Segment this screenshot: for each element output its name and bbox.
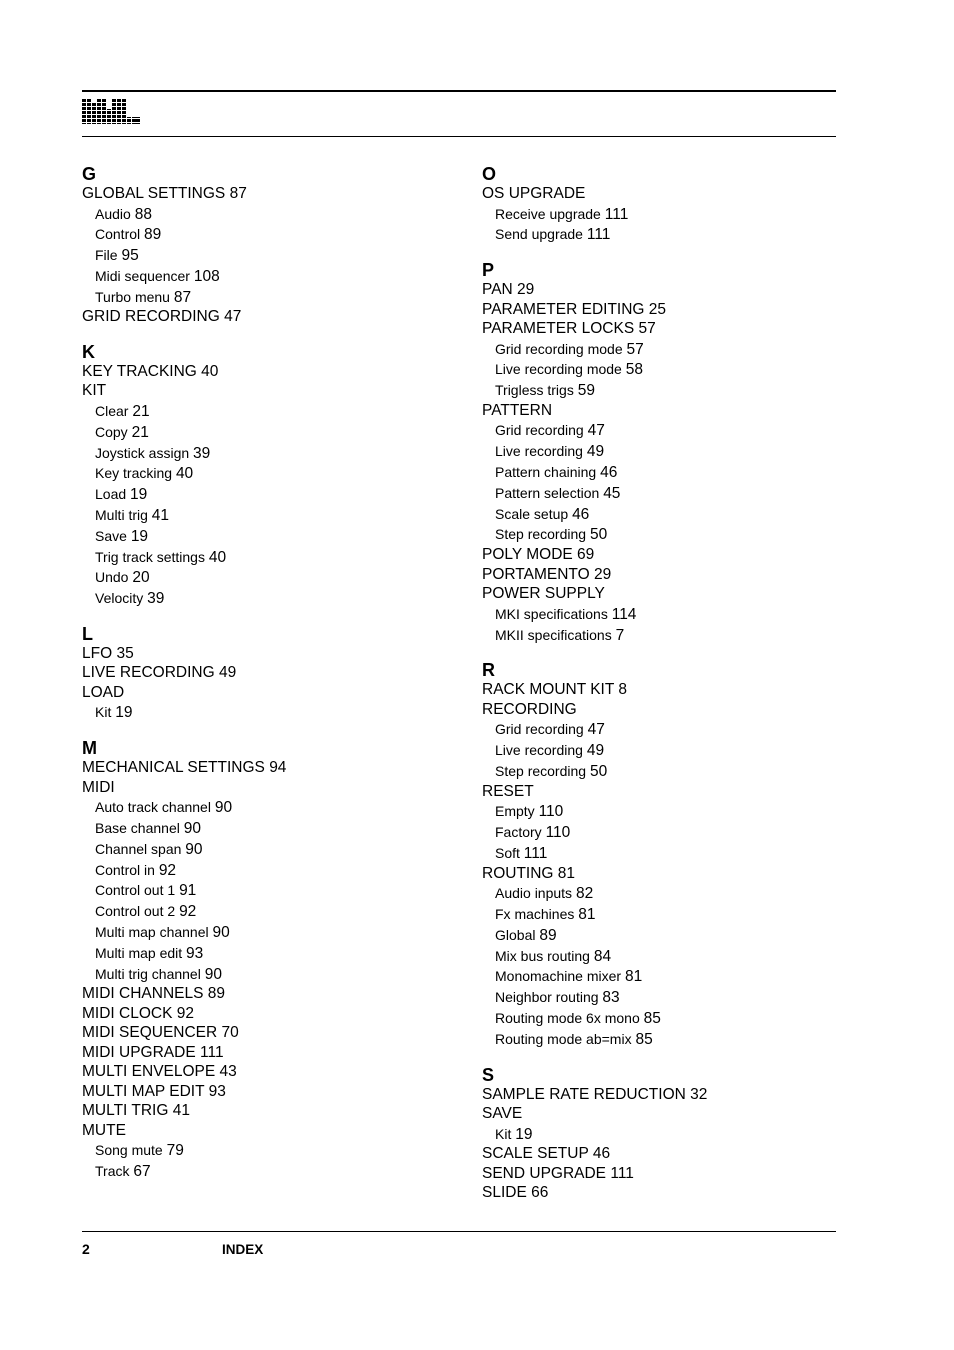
entry-term: RESET (482, 782, 534, 800)
section-letter: K (82, 341, 95, 362)
index-subentry (82, 505, 462, 526)
entry-term: SAVE (482, 1105, 523, 1123)
entry-term: Control (95, 226, 141, 243)
index-column-right (482, 164, 862, 1218)
entry-term: Routing mode ab=mix (495, 1030, 632, 1047)
entry-page-number: 49 (218, 664, 237, 682)
index-subentry (482, 604, 862, 625)
index-subentry (482, 966, 862, 987)
index-entry (82, 307, 462, 327)
entry-term: KEY TRACKING (82, 362, 197, 380)
entry-page-number: 19 (515, 1125, 533, 1143)
entry-term: GRID RECORDING (82, 308, 220, 326)
entry-term: Empty (495, 803, 535, 820)
entry-page-number: 32 (690, 1085, 708, 1103)
entry-page-number: 7 (615, 626, 625, 644)
index-subentry (82, 567, 462, 588)
section-letter: L (82, 623, 93, 644)
entry-term: Turbo menu (95, 288, 170, 305)
index-subentry (482, 987, 862, 1008)
entry-term: Receive upgrade (495, 205, 601, 222)
entry-page-number: 81 (557, 864, 576, 882)
index-subentry (482, 462, 862, 483)
index-entry (482, 401, 862, 421)
entry-term: Step recording (495, 526, 587, 543)
index-entry (82, 663, 462, 683)
entry-term: RACK MOUNT KIT (482, 681, 615, 699)
entry-page-number: 25 (648, 300, 667, 318)
entry-page-number: 89 (144, 226, 162, 244)
entry-term: Live recording mode (495, 361, 622, 378)
entry-term: MULTI ENVELOPE (82, 1063, 216, 1081)
entry-page-number: 85 (643, 1009, 661, 1027)
entry-page-number: 19 (130, 527, 149, 545)
index-subentry (82, 1140, 462, 1161)
entry-page-number: 95 (121, 247, 139, 265)
header-rule-top (82, 90, 836, 92)
entry-term: Copy (95, 423, 128, 440)
entry-term: PORTAMENTO (482, 565, 590, 583)
index-subentry (82, 860, 462, 881)
index-entry (482, 1144, 862, 1164)
index-subentry (482, 204, 862, 225)
entry-term: MKII specifications (495, 626, 612, 643)
entry-term: LIVE RECORDING (82, 664, 215, 682)
section-letter: R (482, 660, 495, 681)
index-entry (482, 1085, 862, 1105)
footer-section-title: INDEX (222, 1242, 264, 1257)
index-subentry (82, 943, 462, 964)
index-subentry (82, 401, 462, 422)
index-subentry (482, 822, 862, 843)
entry-page-number: 114 (611, 605, 637, 623)
index-subentry (482, 625, 862, 646)
entry-term: Multi trig channel (95, 965, 201, 982)
index-subentry (82, 422, 462, 443)
entry-page-number: 83 (602, 989, 620, 1007)
entry-page-number: 69 (577, 546, 595, 564)
entry-page-number: 8 (618, 681, 627, 699)
entry-page-number: 93 (208, 1082, 226, 1100)
index-subentry (482, 946, 862, 967)
section-letter: P (482, 260, 495, 281)
entry-page-number: 50 (589, 762, 608, 780)
entry-term: KIT (82, 382, 107, 400)
index-subentry (82, 797, 462, 818)
index-entry (82, 184, 462, 204)
entry-term: PARAMETER LOCKS (482, 320, 635, 338)
entry-term: MIDI CHANNELS (82, 985, 204, 1003)
entry-term: Pattern chaining (495, 464, 597, 481)
index-subentry (482, 843, 862, 864)
entry-term: POWER SUPPLY (482, 585, 605, 603)
entry-term: Control in (95, 861, 155, 878)
entry-page-number: 111 (610, 1164, 634, 1182)
entry-term: Grid recording (495, 422, 584, 439)
entry-page-number: 92 (176, 1004, 194, 1022)
entry-page-number: 92 (158, 861, 177, 879)
index-subentry (482, 719, 862, 740)
index-subentry (82, 287, 462, 308)
entry-page-number: 39 (193, 444, 211, 462)
entry-term: SEND UPGRADE (482, 1164, 607, 1182)
entry-page-number: 57 (626, 340, 644, 358)
entry-page-number: 41 (172, 1102, 190, 1120)
entry-term: Mix bus routing (495, 947, 590, 964)
entry-page-number: 47 (587, 422, 605, 440)
entry-page-number: 94 (269, 759, 287, 777)
entry-term: PATTERN (482, 401, 553, 419)
entry-term: SLIDE (482, 1184, 527, 1202)
index-subentry (482, 483, 862, 504)
entry-page-number: 40 (201, 362, 219, 380)
entry-term: PARAMETER EDITING (482, 300, 645, 318)
index-section-o (482, 164, 862, 245)
index-subentry (482, 801, 862, 822)
index-subentry (82, 922, 462, 943)
entry-page-number: 87 (229, 185, 247, 202)
entry-term: Undo (95, 569, 129, 586)
index-subentry (82, 547, 462, 568)
entry-page-number: 47 (587, 721, 605, 739)
entry-term: SCALE SETUP (482, 1145, 589, 1163)
section-letter: S (482, 1064, 495, 1085)
entry-term: Clear (95, 402, 129, 419)
index-subentry (82, 839, 462, 860)
index-subentry (82, 245, 462, 266)
index-subentry (82, 526, 462, 547)
entry-term: Track (95, 1163, 130, 1180)
index-entry (82, 362, 462, 382)
entry-term: MECHANICAL SETTINGS (82, 759, 265, 777)
section-letter: O (482, 164, 497, 184)
index-entry (82, 1043, 462, 1063)
entry-page-number: 21 (131, 423, 149, 441)
entry-term: Live recording (495, 443, 583, 460)
page-number: 2 (82, 1241, 90, 1257)
entry-term: Control out 2 (95, 903, 176, 920)
entry-term: MIDI CLOCK (82, 1004, 173, 1022)
entry-term: Kit (95, 704, 112, 721)
entry-page-number: 45 (603, 484, 621, 502)
entry-term: GLOBAL SETTINGS (82, 185, 226, 202)
index-entry (482, 864, 862, 884)
index-subentry (482, 224, 862, 245)
index-subentry (482, 904, 862, 925)
entry-term: Control out 1 (95, 882, 176, 899)
entry-term: Soft (495, 844, 520, 861)
index-subentry (482, 883, 862, 904)
entry-page-number: 111 (200, 1043, 224, 1061)
index-section-m (82, 738, 462, 1182)
entry-term: Save (95, 527, 127, 544)
index-entry (482, 584, 862, 604)
entry-page-number: 92 (179, 903, 197, 921)
entry-page-number: 84 (593, 947, 612, 965)
index-column-left (82, 164, 462, 1197)
index-entry (482, 680, 862, 700)
index-subentry (82, 588, 462, 609)
entry-page-number: 79 (166, 1142, 184, 1160)
index-section-g (82, 164, 462, 327)
header-rule-bottom (82, 136, 836, 137)
entry-page-number: 70 (221, 1024, 239, 1042)
entry-page-number: 47 (224, 308, 242, 326)
entry-term: LFO (82, 644, 113, 662)
index-subentry (482, 441, 862, 462)
entry-page-number: 81 (578, 905, 596, 923)
entry-page-number: 90 (204, 965, 222, 983)
entry-term: MIDI UPGRADE (82, 1043, 196, 1061)
index-entry (82, 683, 462, 703)
index-entry (482, 1104, 862, 1124)
entry-term: Step recording (495, 762, 587, 779)
entry-term: MKI specifications (495, 605, 608, 622)
entry-term: Base channel (95, 820, 180, 837)
index-subentry (482, 1029, 862, 1050)
entry-page-number: 57 (638, 320, 656, 338)
entry-page-number: 59 (577, 382, 595, 400)
index-entry (482, 565, 862, 585)
index-entry (82, 1082, 462, 1102)
entry-term: Song mute (95, 1142, 163, 1159)
index-subentry (82, 443, 462, 464)
index-subentry (482, 380, 862, 401)
entry-term: Multi map channel (95, 924, 209, 941)
index-entry (82, 1121, 462, 1141)
index-subentry (82, 204, 462, 225)
index-subentry (82, 266, 462, 287)
index-section-l (82, 624, 462, 723)
index-subentry (482, 339, 862, 360)
index-subentry (82, 224, 462, 245)
index-entry (482, 1164, 862, 1184)
entry-page-number: 108 (193, 267, 220, 285)
footer-rule (82, 1231, 836, 1232)
entry-page-number: 29 (517, 281, 535, 299)
entry-term: Monomachine mixer (495, 968, 622, 985)
entry-page-number: 88 (134, 205, 152, 223)
entry-term: SAMPLE RATE REDUCTION (482, 1085, 686, 1103)
entry-term: PAN (482, 281, 513, 299)
index-entry (482, 700, 862, 720)
entry-page-number: 111 (604, 205, 629, 223)
section-letter: G (82, 164, 97, 184)
index-entry (82, 1101, 462, 1121)
entry-page-number: 39 (147, 590, 165, 608)
elektron-logo-icon (82, 97, 140, 126)
entry-page-number: 91 (179, 882, 197, 900)
entry-term: MIDI (82, 778, 115, 796)
entry-page-number: 46 (572, 505, 590, 523)
entry-term: Multi trig (95, 506, 148, 523)
index-entry (482, 300, 862, 320)
entry-term: Auto track channel (95, 799, 211, 816)
index-subentry (82, 818, 462, 839)
entry-term: POLY MODE (482, 546, 573, 564)
index-entry (82, 1062, 462, 1082)
entry-page-number: 41 (151, 506, 170, 524)
entry-page-number: 90 (212, 924, 230, 942)
entry-term: Grid recording (495, 721, 584, 738)
index-entry (82, 644, 462, 664)
entry-page-number: 20 (132, 569, 150, 587)
index-entry (82, 984, 462, 1004)
entry-term: File (95, 247, 118, 264)
index-entry (82, 778, 462, 798)
entry-page-number: 40 (208, 548, 227, 566)
index-subentry (82, 880, 462, 901)
entry-page-number: 58 (625, 361, 643, 379)
entry-term: OS UPGRADE (482, 185, 586, 202)
entry-page-number: 40 (175, 465, 194, 483)
entry-term: Key tracking (95, 465, 173, 482)
entry-page-number: 90 (214, 799, 233, 817)
index-entry (482, 319, 862, 339)
entry-page-number: 90 (185, 840, 203, 858)
index-entry (82, 381, 462, 401)
entry-term: Trigless trigs (495, 382, 574, 399)
entry-term: Kit (495, 1125, 512, 1142)
index-entry (82, 758, 462, 778)
index-entry (482, 782, 862, 802)
index-entry (482, 545, 862, 565)
entry-page-number: 81 (624, 968, 643, 986)
index-entry (482, 184, 862, 204)
entry-page-number: 43 (219, 1063, 237, 1081)
index-subentry (82, 484, 462, 505)
index-subentry (82, 1161, 462, 1182)
index-subentry (482, 504, 862, 525)
index-subentry (82, 901, 462, 922)
entry-term: RECORDING (482, 700, 577, 718)
entry-term: Send upgrade (495, 226, 583, 243)
index-subentry (482, 1008, 862, 1029)
index-subentry (482, 761, 862, 782)
entry-term: Audio inputs (495, 885, 573, 902)
entry-term: MIDI SEQUENCER (82, 1024, 218, 1042)
index-entry (482, 280, 862, 300)
index-entry (82, 1023, 462, 1043)
entry-page-number: 111 (523, 844, 548, 862)
entry-page-number: 110 (545, 824, 571, 842)
index-subentry (482, 740, 862, 761)
index-subentry (82, 964, 462, 985)
entry-term: ROUTING (482, 864, 554, 882)
index-subentry (82, 702, 462, 723)
entry-term: Grid recording mode (495, 340, 623, 357)
entry-page-number: 49 (586, 742, 605, 760)
entry-term: Joystick assign (95, 444, 190, 461)
entry-page-number: 46 (600, 464, 618, 482)
entry-page-number: 89 (207, 985, 225, 1003)
entry-page-number: 87 (173, 288, 192, 306)
entry-page-number: 111 (586, 226, 611, 244)
entry-term: MULTI TRIG (82, 1102, 169, 1120)
entry-page-number: 19 (115, 704, 133, 722)
index-section-p (482, 260, 862, 645)
entry-term: Trig track settings (95, 548, 205, 565)
index-section-s (482, 1065, 862, 1203)
entry-page-number: 35 (116, 644, 134, 662)
section-letter: M (82, 738, 97, 759)
entry-page-number: 67 (133, 1163, 151, 1181)
entry-term: Channel span (95, 840, 182, 857)
entry-term: MUTE (82, 1121, 126, 1139)
index-subentry (482, 359, 862, 380)
entry-term: LOAD (82, 683, 125, 701)
index-subentry (482, 1124, 862, 1145)
entry-term: Velocity (95, 590, 144, 607)
entry-page-number: 82 (575, 885, 594, 903)
index-subentry (482, 524, 862, 545)
entry-page-number: 46 (592, 1145, 611, 1163)
entry-page-number: 93 (186, 944, 204, 962)
index-section-k (82, 342, 462, 609)
entry-page-number: 110 (538, 803, 564, 821)
entry-term: Routing mode 6x mono (495, 1009, 640, 1026)
index-entry (82, 1004, 462, 1024)
entry-page-number: 19 (130, 486, 148, 504)
entry-term: Load (95, 486, 127, 503)
entry-page-number: 85 (635, 1030, 653, 1048)
entry-term: Scale setup (495, 505, 569, 522)
index-entry (482, 1183, 862, 1203)
entry-page-number: 66 (531, 1184, 549, 1202)
entry-term: Midi sequencer (95, 267, 190, 284)
entry-term: Factory (495, 824, 542, 841)
entry-page-number: 89 (539, 926, 557, 944)
entry-page-number: 50 (589, 526, 608, 544)
entry-term: Audio (95, 205, 131, 222)
entry-term: Fx machines (495, 905, 575, 922)
index-section-r (482, 660, 862, 1049)
entry-term: Multi map edit (95, 944, 183, 961)
entry-term: MULTI MAP EDIT (82, 1082, 205, 1100)
entry-page-number: 90 (183, 820, 201, 838)
entry-term: Global (495, 926, 536, 943)
index-subentry (482, 925, 862, 946)
entry-page-number: 29 (593, 565, 612, 583)
entry-term: Live recording (495, 742, 583, 759)
index-subentry (482, 420, 862, 441)
entry-term: Pattern selection (495, 484, 600, 501)
entry-page-number: 49 (586, 443, 605, 461)
entry-term: Neighbor routing (495, 989, 599, 1006)
index-subentry (82, 463, 462, 484)
entry-page-number: 21 (132, 402, 150, 420)
